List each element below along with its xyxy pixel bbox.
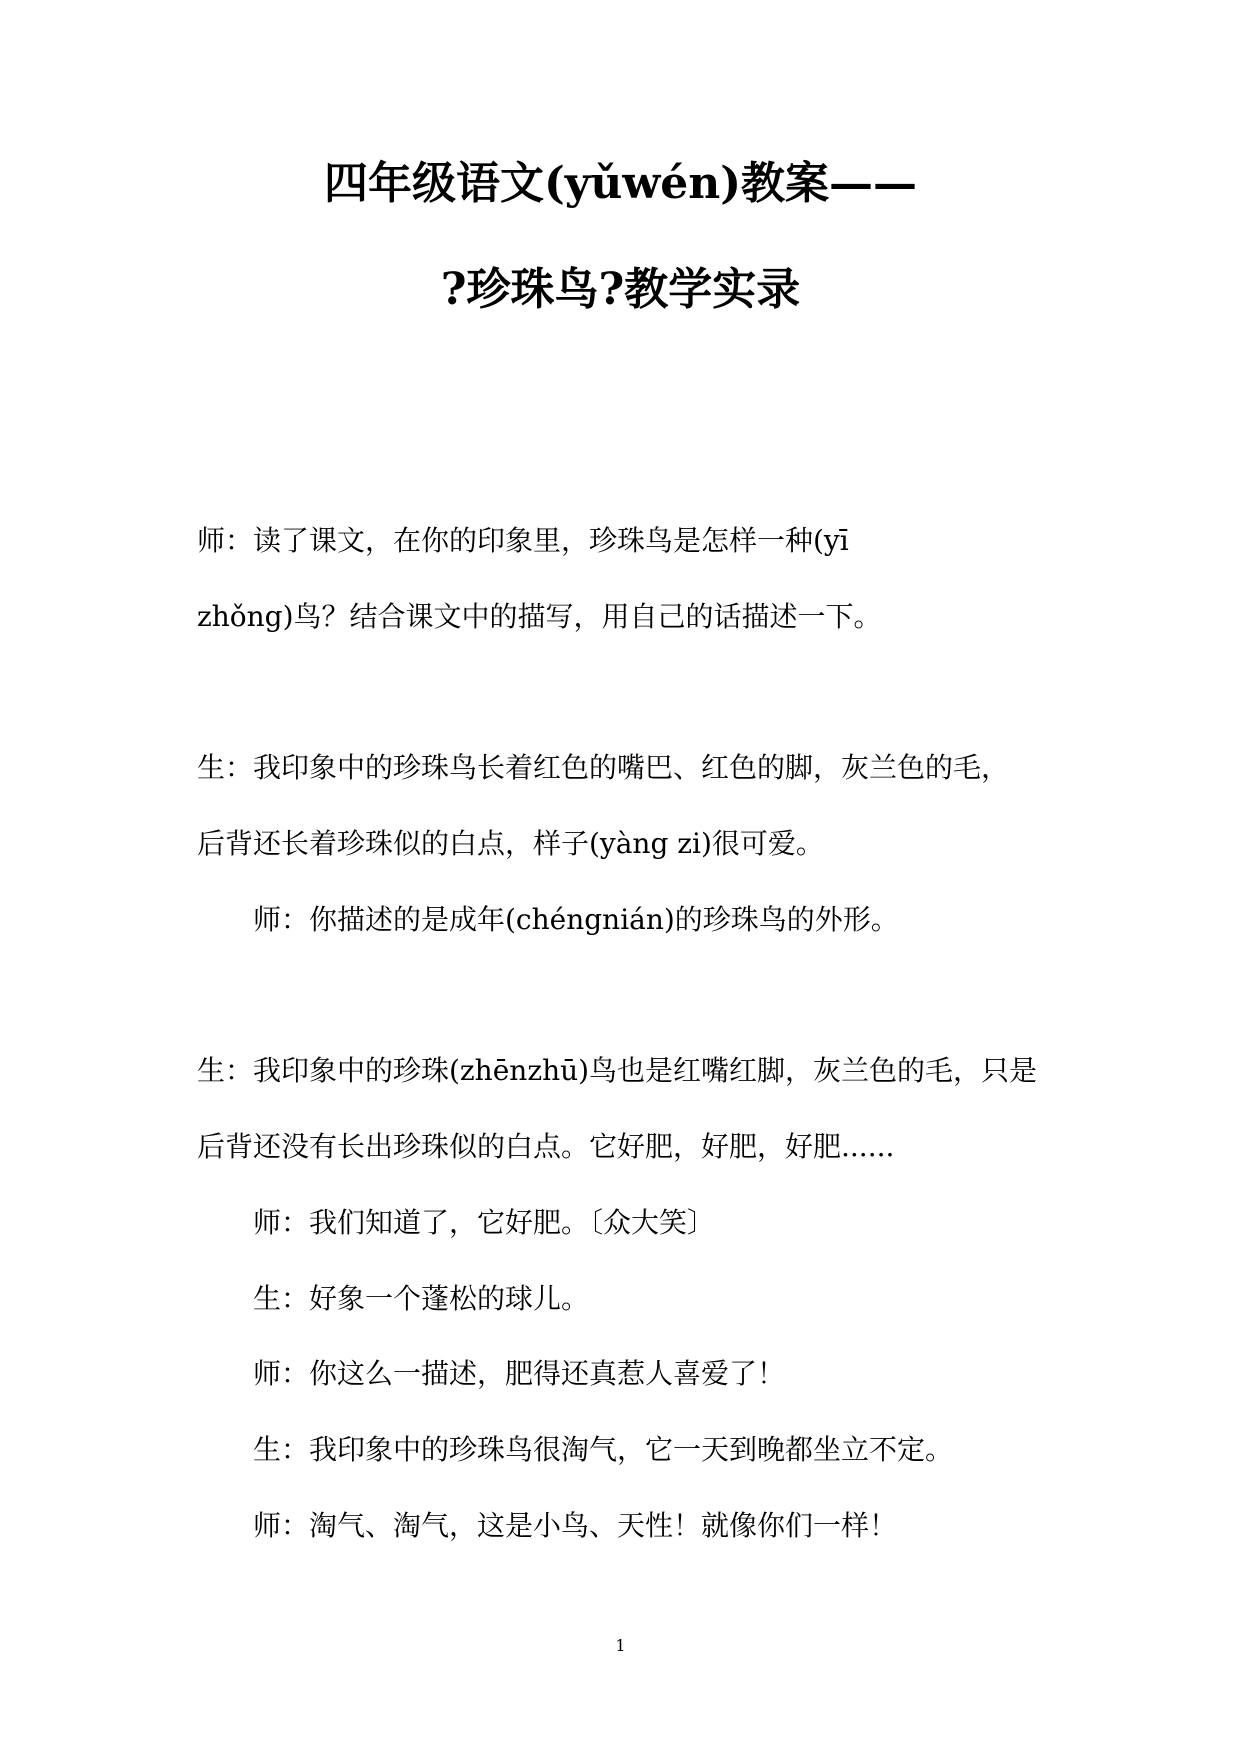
dialogue-line-teacher: 师：读了课文，在你的印象里，珍珠鸟是怎样一种(yī <box>197 524 849 557</box>
document-title-line-2: ?珍珠鸟?教学实录 <box>440 264 801 315</box>
dialogue-line-teacher: 师：你描述的是成年(chéngnián)的珍珠鸟的外形。 <box>253 903 899 936</box>
dialogue-line-continuation: 后背还没有长出珍珠似的白点。它好肥，好肥，好肥...... <box>197 1130 895 1163</box>
dialogue-line-teacher: 师：我们知道了，它好肥。〔众大笑〕 <box>253 1206 716 1239</box>
page-number: 1 <box>615 1636 626 1655</box>
dialogue-line-student: 生：好象一个蓬松的球儿。 <box>253 1282 590 1315</box>
dialogue-line-continuation: zhǒng)鸟？结合课文中的描写，用自己的话描述一下。 <box>197 600 882 633</box>
dialogue-line-student: 生：我印象中的珍珠鸟很淘气，它一天到晚都坐立不定。 <box>253 1433 954 1466</box>
dialogue-line-student: 生：我印象中的珍珠(zhēnzhū)鸟也是红嘴红脚，灰兰色的毛，只是 <box>197 1054 1038 1087</box>
dialogue-line-teacher: 师：淘气、淘气，这是小鸟、天性！就像你们一样！ <box>253 1509 898 1542</box>
dialogue-line-teacher: 师：你这么一描述，肥得还真惹人喜爱了！ <box>253 1357 786 1390</box>
dialogue-line-continuation: 后背还长着珍珠似的白点，样子(yàng zi)很可爱。 <box>197 827 824 860</box>
dialogue-line-student: 生：我印象中的珍珠鸟长着红色的嘴巴、红色的脚，灰兰色的毛， <box>197 751 1010 784</box>
document-title-line-1: 四年级语文(yǔwén)教案—— <box>323 158 918 209</box>
